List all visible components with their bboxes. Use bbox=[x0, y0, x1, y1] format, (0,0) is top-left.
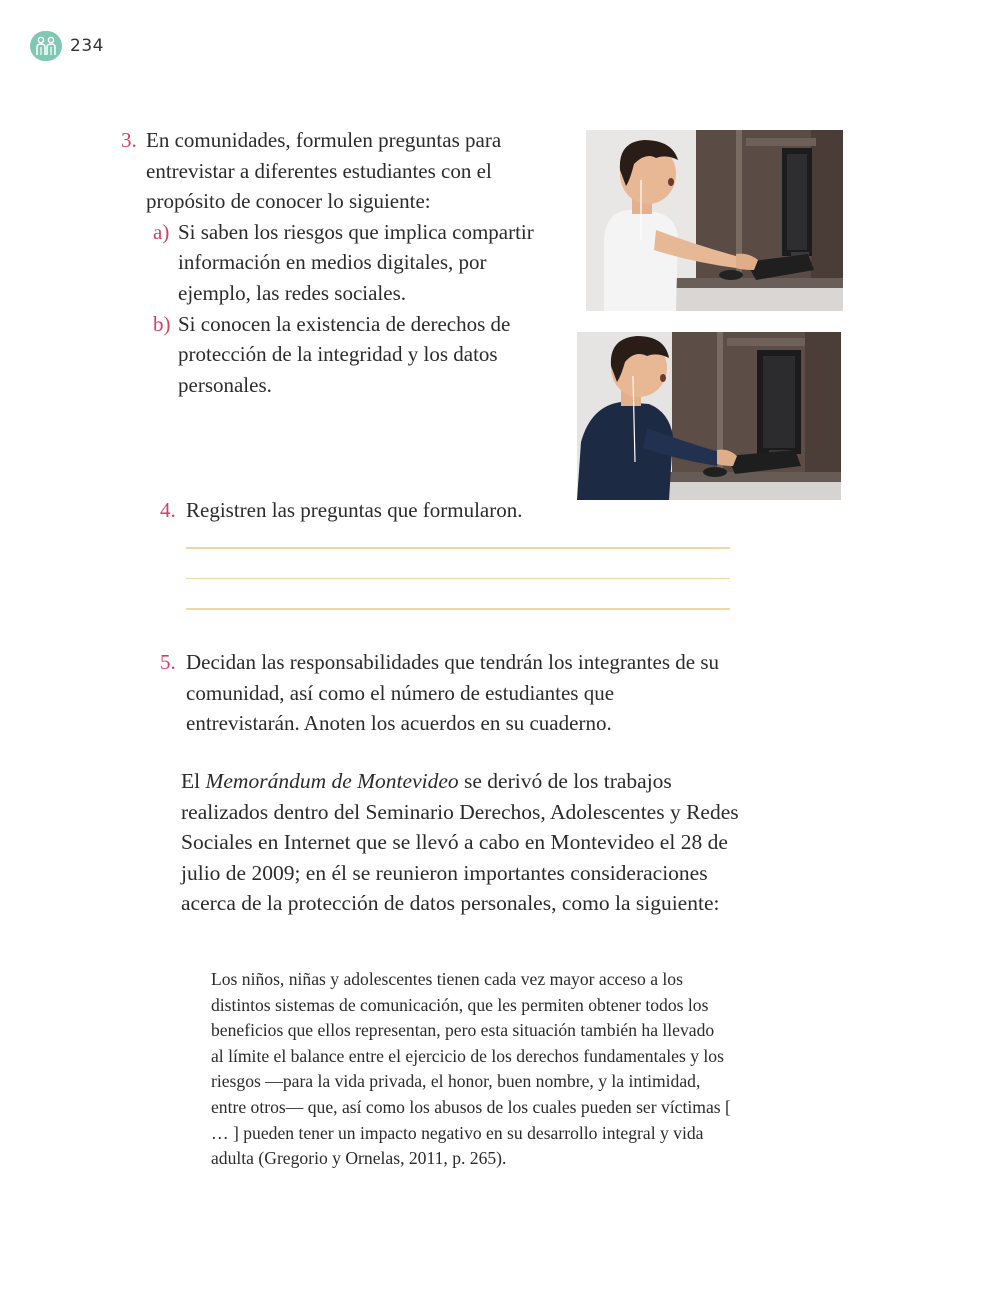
activity-item-5 bbox=[160, 647, 720, 739]
sub-item-a bbox=[153, 217, 561, 309]
item-number: 5. bbox=[160, 650, 176, 674]
sub-item-letter: b) bbox=[153, 311, 171, 336]
answer-line[interactable] bbox=[186, 608, 730, 610]
block-quote: Los niños, niñas y adolescentes tienen cada vez mayor acceso a los distintos sistemas de comunicación, que les permiten obtener todos los beneficios que ellos representan, pero esta situación también ha llevado al límite el balance entre el ejercicio de los derechos fundamentales y los riesgos —para la vida privada, el honor, buen nombre, y la intimidad, entre otros— que, así como los abusos de los cuales pueden ser víctimas [ … ] pueden tener un impacto negativo en su desarrollo integral y vida adulta (Gregorio y Ornelas, 2011, p. 265). bbox=[211, 969, 731, 1169]
sub-item-text: Si conocen la existencia de derechos de protección de la integridad y los datos personales. bbox=[178, 311, 511, 397]
activity-item-4 bbox=[160, 495, 523, 526]
item-number: 4. bbox=[160, 498, 176, 522]
page-header bbox=[30, 31, 104, 61]
item-text: En comunidades, formulen preguntas para entrevistar a diferentes estudiantes con el propósito de conocer lo siguiente: bbox=[146, 128, 502, 214]
intro-rest: se derivó de los trabajos realizados dentro del Seminario Derechos, Adolescentes y Redes Sociales en Internet que se llevó a cabo en Montevideo el 28 de julio de 2009; en él se reunieron importantes consideraciones acerca de la protección de datos personales, como la siguiente: bbox=[181, 769, 739, 916]
item-text: Registren las preguntas que formularon. bbox=[186, 498, 523, 522]
photo-boy-white-shirt bbox=[586, 130, 843, 311]
item-number: 3. bbox=[121, 128, 137, 152]
intro-prefix: El bbox=[181, 769, 206, 793]
answer-line[interactable] bbox=[186, 578, 730, 580]
sub-item-letter: a) bbox=[153, 219, 170, 244]
sub-item-text: Si saben los riesgos que implica compartir información en medios digitales, por ejemplo, las redes sociales. bbox=[178, 219, 534, 305]
photo-boy-dark-sweater bbox=[577, 332, 841, 500]
sub-item-list bbox=[153, 217, 561, 401]
intro-paragraph bbox=[181, 766, 741, 919]
page-number: 234 bbox=[70, 36, 104, 56]
answer-line[interactable] bbox=[186, 547, 730, 549]
sub-item-b bbox=[153, 309, 561, 401]
activity-item-3 bbox=[121, 125, 561, 400]
community-people-icon bbox=[30, 31, 62, 61]
answer-lines bbox=[186, 547, 730, 639]
item-text: Decidan las responsabilidades que tendrán los integrantes de su comunidad, así como el número de estudiantes que entrevistarán. Anoten los acuerdos en su cuaderno. bbox=[186, 650, 720, 736]
intro-italic-title: Memorándum de Montevideo bbox=[205, 769, 459, 793]
item-body bbox=[146, 125, 561, 400]
